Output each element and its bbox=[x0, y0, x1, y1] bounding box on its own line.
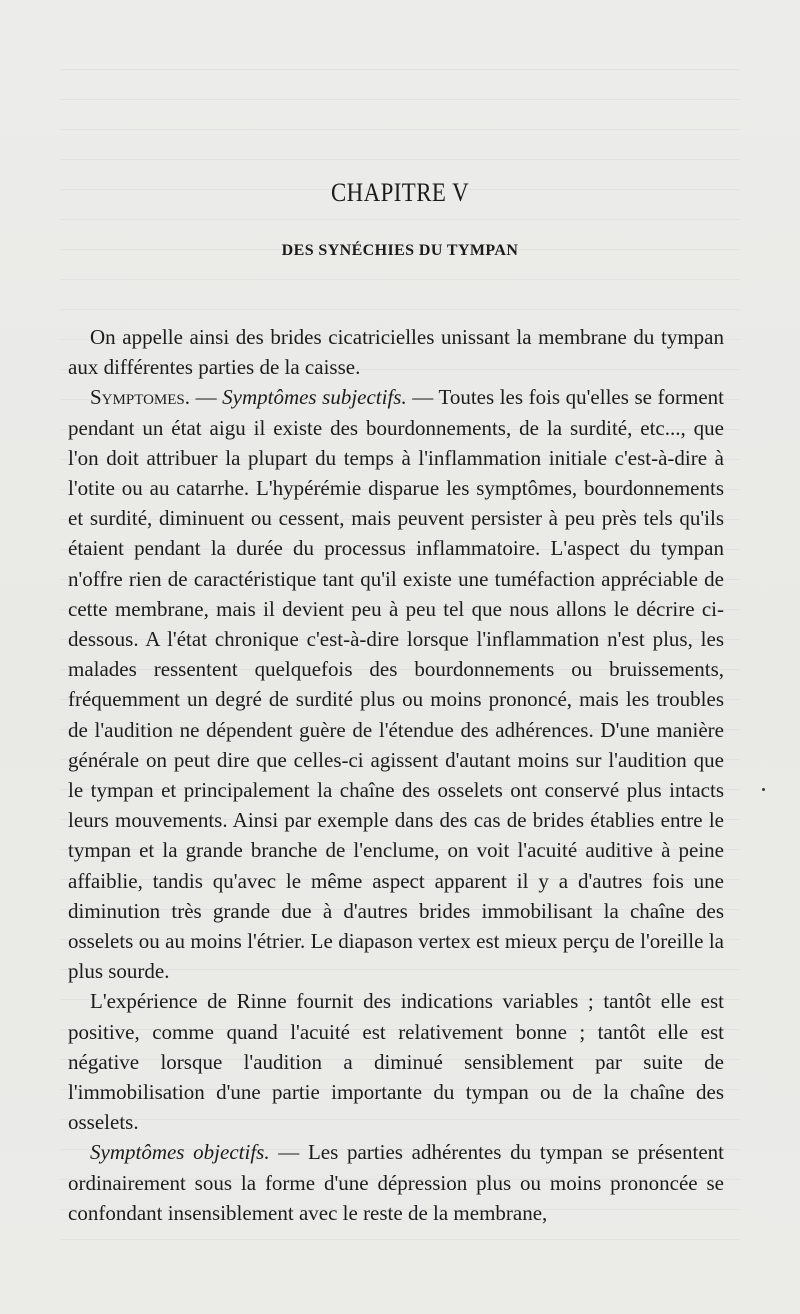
paragraph-intro: On appelle ainsi des brides cicatricielles unissant la membrane du tympan aux différentes parties de la caisse. bbox=[68, 325, 724, 380]
scan-speck bbox=[762, 788, 765, 791]
chapter-subtitle: DES SYNÉCHIES DU TYMPAN bbox=[281, 242, 519, 259]
paragraph-objective-body: — Les parties adhérentes du tympan se présentent ordinairement sous la forme d'une dépression plus ou moins prononcée se confondant insensiblement avec le reste de la membrane, bbox=[68, 1140, 724, 1225]
paragraph-symptoms-body: — Toutes les fois qu'elles se forment pendant un état aigu il existe des bourdonnements, de la surdité, etc..., que l'on doit attribuer la plupart du temps à l'inflammation initiale c'est-à-dire à l'otite ou au catarrhe. L'hypérémie disparue les symptômes, bourdonnements et surdité, diminuent ou cessent, mais peuvent persister à peu près tels qu'ils étaient pendant la durée du processus inflammatoire. L'aspect du tympan n'offre rien de caractéristique tant qu'il existe une tuméfaction appréciable de cette membrane, mais il devient peu à peu tel que nous allons le décrire ci-dessous. A l'état chronique c'est-à-dire lorsque l'inflammation n'est plus, les malades ressentent quelquefois des bourdonnements ou bruissements, fréquemment un degré de surdité plus ou moins prononcé, mais les troubles de l'audition ne dépendent guère de l'étendue des adhérences. D'une manière générale on peut dire que celles-ci agissent d'autant moins sur l'audition que le tympan et principalement la chaîne des osselets ont conservé plus intacts leurs mouvements. Ainsi par exemple dans des cas de brides établies entre le tympan et la grande branche de l'enclume, on voit l'acuité auditive à peine affaiblie, tandis qu'avec le même aspect apparent il y a d'autres fois une diminution très grande due à d'autres brides immobilisant la chaîne des osselets ou au moins l'étrier. Le diapason vertex est mieux perçu de l'oreille la plus sourde. bbox=[68, 385, 724, 984]
chapter-title: CHAPITRE V bbox=[330, 178, 470, 207]
subheading-objective: Symptômes objectifs. bbox=[90, 1140, 270, 1165]
paragraph-objective bbox=[68, 1137, 724, 1228]
paragraph-rinne: L'expérience de Rinne fournit des indications variables ; tantôt elle est positive, comme quand l'acuité est relativement bonne ; tantôt elle est négative lorsque l'audition a diminué sensiblement par suite de l'immobilisation d'une partie importante du tympan ou de la chaîne des osselets. bbox=[68, 989, 724, 1135]
heading-dash: — bbox=[190, 385, 223, 410]
body-text bbox=[68, 322, 724, 1228]
paragraph-symptoms bbox=[68, 382, 724, 986]
subheading-subjective: Symptômes subjectifs. bbox=[222, 385, 407, 410]
section-heading-symptoms: Symptomes. bbox=[90, 385, 191, 410]
